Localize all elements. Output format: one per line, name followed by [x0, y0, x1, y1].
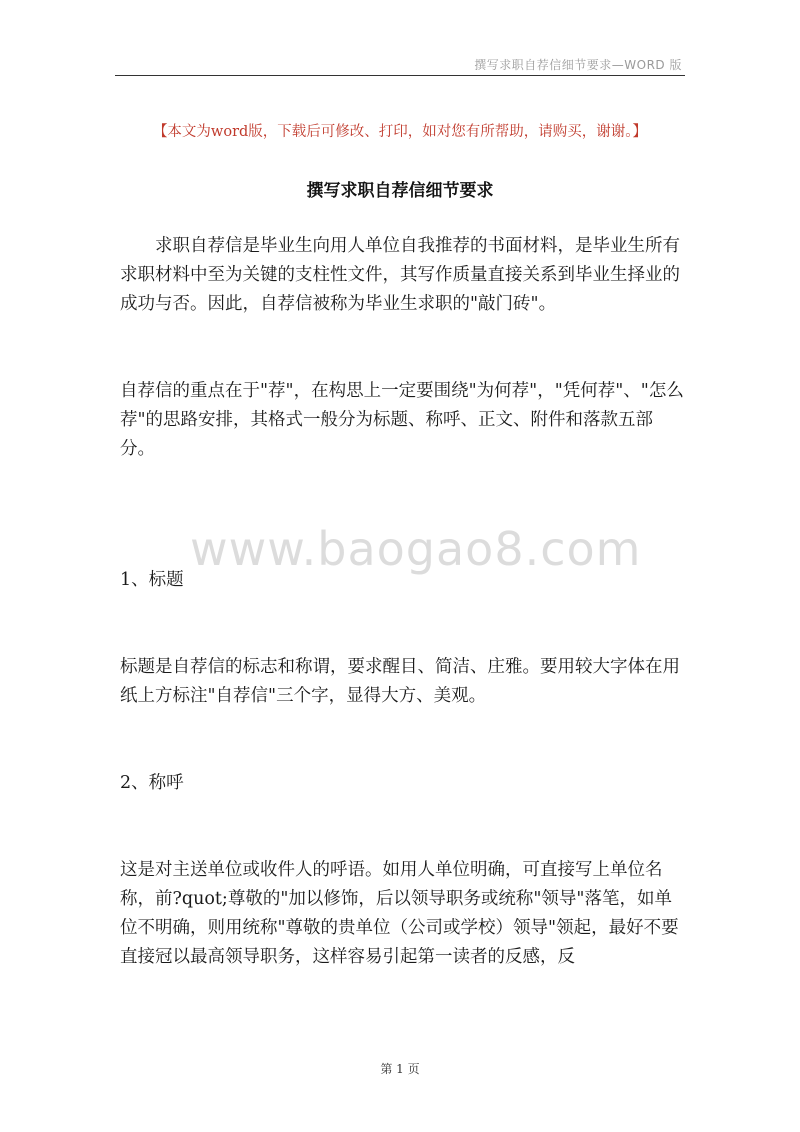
document-body — [120, 232, 686, 972]
page-number: 第 1 页 — [380, 1062, 420, 1076]
section-body-salutation: 这是对主送单位或收件人的呼语。如用人单位明确，可直接写上单位名称，前?quot;尊敬的"加以修饰，后以领导职务或统称"领导"落笔，如单位不明确，则用统称"尊敬的贵单位（公司或学校）领导"领起，最好不要直接冠以最高领导职务，这样容易引起第一读者的反感，反 — [120, 860, 679, 967]
document-title: 撰写求职自荐信细节要求 — [306, 181, 494, 201]
header-rule — [115, 75, 685, 76]
section-heading-title: 1、标题 — [120, 570, 184, 590]
section-heading-salutation: 2、称呼 — [120, 773, 184, 793]
structure-paragraph: 自荐信的重点在于"荐"，在构思上一定要围绕"为何荐"，"凭何荐"、"怎么荐"的思路安排，其格式一般分为标题、称呼、正文、附件和落款五部分。 — [120, 381, 684, 459]
intro-paragraph: 求职自荐信是毕业生向用人单位自我推荐的书面材料，是毕业生所有求职材料中至为关键的支柱性文件，其写作质量直接关系到毕业生择业的成功与否。因此，自荐信被称为毕业生求职的"敲门砖"。 — [120, 236, 680, 314]
download-notice: 【本文为word版，下载后可修改、打印，如对您有所帮助，请购买，谢谢。】 — [152, 124, 648, 140]
running-header: 撰写求职自荐信细节要求—WORD 版 — [474, 58, 682, 72]
section-body-title: 标题是自荐信的标志和称谓，要求醒目、简洁、庄雅。要用较大字体在用纸上方标注"自荐信"三个字，显得大方、美观。 — [120, 657, 680, 706]
watermark: www.baogao8.com — [190, 522, 642, 576]
